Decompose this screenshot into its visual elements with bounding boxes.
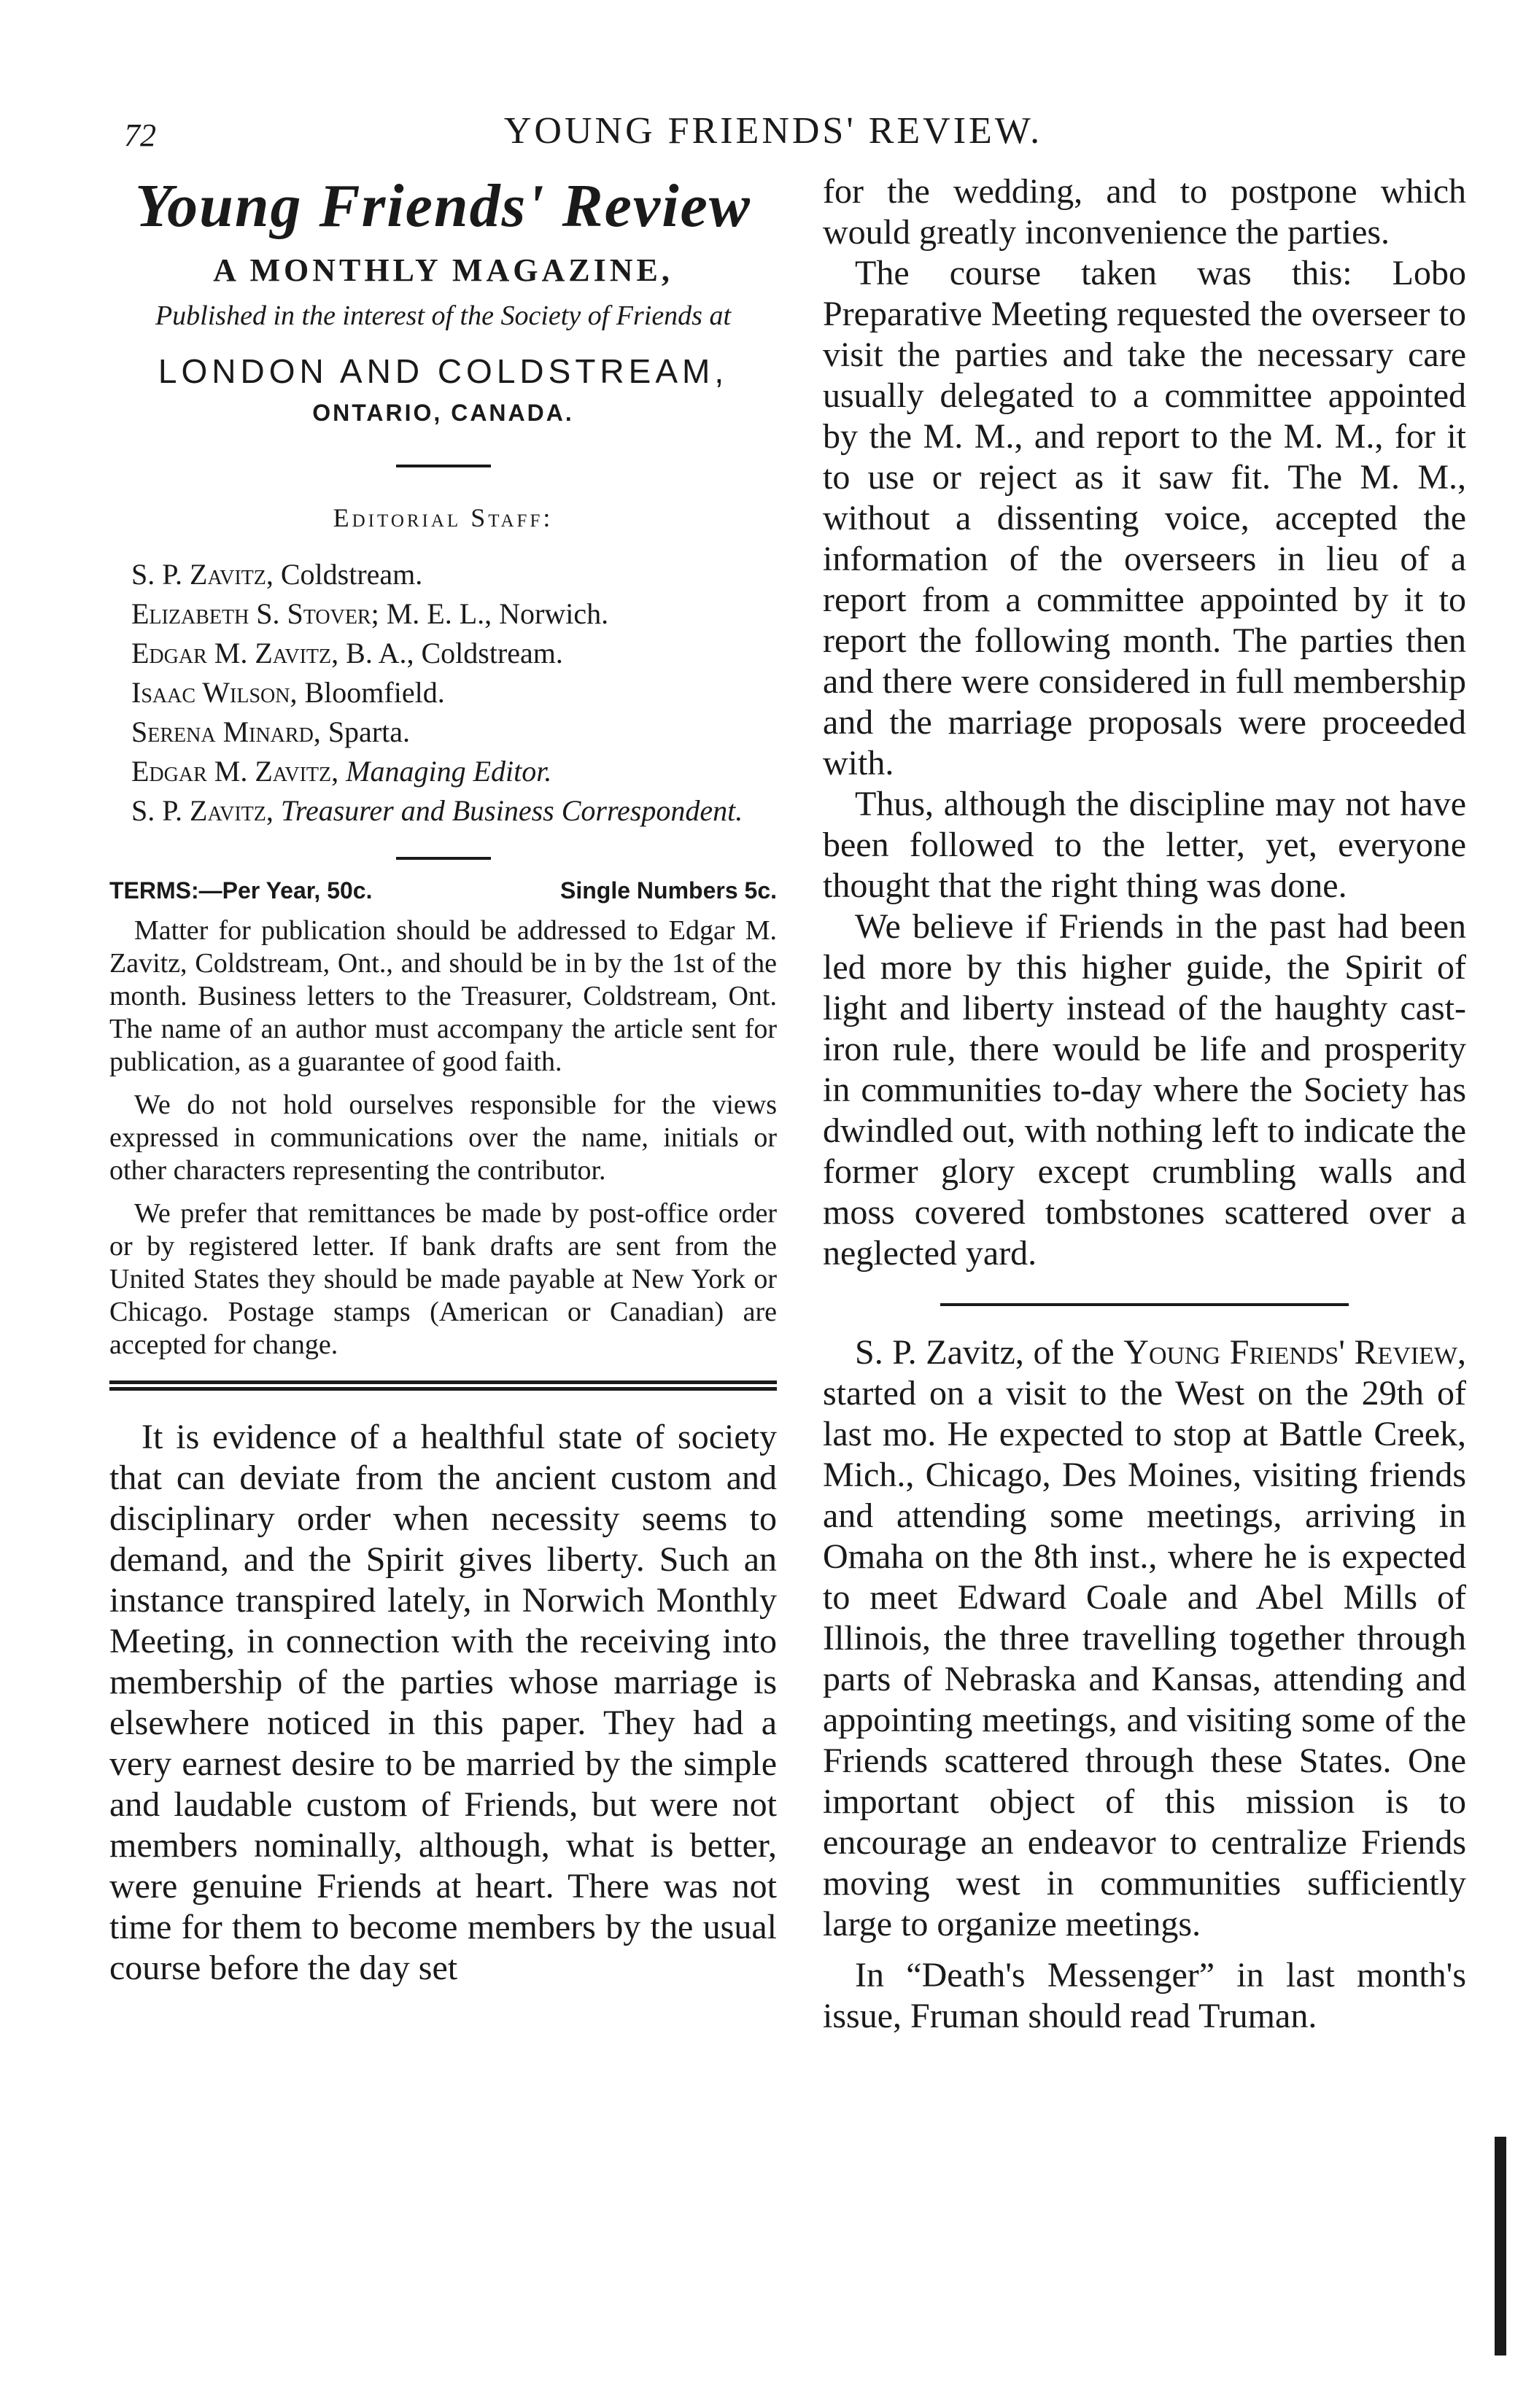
page-number: 72 [124,117,156,153]
left-column [109,171,777,1989]
page-header [109,109,1437,160]
running-title: YOUNG FRIENDS' REVIEW. [503,110,1043,152]
staff-member: Serena Minard, Sparta. [131,715,410,748]
staff-member: Isaac Wilson, Bloomfield. [131,676,445,709]
terms-single: Single Numbers 5c. [560,877,777,904]
magazine-subtitle: A MONTHLY MAGAZINE, [213,252,673,288]
article-paragraph: We believe if Friends in the past had been led more by this higher guide, the Spirit of light and liberty instead of the haughty cast-iron rule, there would be life and prosperity in communities to-day where the Society has dwindled out, with nothing left to indicate the former glory except crumbling walls and moss covered tombstones scattered over a neglected yard. [823,907,1466,1273]
masthead [109,171,777,467]
published-line: Published in the interest of the Society of Friends at [155,300,732,331]
province-line: ONTARIO, CANADA. [312,400,574,426]
magazine-title: Young Friends' Review [135,172,751,240]
staff-member: Elizabeth S. Stover; M. E. L., Norwich. [131,597,609,630]
terms-line [109,877,777,904]
notice-paragraph: Matter for publication should be addressed to Edgar M. Zavitz, Coldstream, Ont., and should be in by the 1st of the month. Business letters to the Treasurer, Coldstream, Ont. The name of an author must accompany the article sent for publication, as a guarantee of good faith. [109,915,777,1077]
article-paragraph: for the wedding, and to postpone which would greatly inconvenience the parties. [823,172,1466,252]
staff-member: S. P. Zavitz, Coldstream. [131,558,423,591]
divider [940,1303,1349,1306]
staff-heading: Editorial Staff: [333,503,554,532]
double-rule [109,1380,777,1391]
divider [396,857,491,860]
article-paragraph: Thus, although the discipline may not have been followed to the letter, yet, everyone thought that the right thing was done. [823,785,1466,905]
article-paragraph: The course taken was this: Lobo Preparative Meeting requested the overseer to visit the parties and take the necessary care usually delegated to a committee appointed by the M. M., and report to the M. M., for it to use or reject as it saw fit. The M. M., without a dissenting voice, accepted the information of the overseers in lieu of a report from a committee appointed by it to report the following month. The parties then and there were considered in full membership and the marriage proposals were proceeded with. [823,254,1466,782]
notice-paragraph: We do not hold ourselves responsible for the views expressed in communications over the name, initials or other characters representing the contributor. [109,1090,777,1186]
article-paragraph: It is evidence of a healthful state of society that can deviate from the ancient custom and disciplinary order when necessity seems to demand, and the Spirit gives liberty. Such an instance transpired lately, in Norwich Monthly Meeting, in connection with the receiving into membership of the parties whose marriage is elsewhere noticed in this paper. They had a very earnest desire to be married by the simple and laudable custom of Friends, but were not members nominally, although, what is better, were genuine Friends at heart. There was not time for them to become members by the usual course before the day set [109,1418,777,1987]
staff-member: Edgar M. Zavitz, Managing Editor. [131,755,552,788]
right-column [823,171,1466,2037]
staff-member: S. P. Zavitz, Treasurer and Business Correspondent. [131,794,743,827]
city-line: LONDON AND COLDSTREAM, [158,352,729,390]
divider [396,465,491,467]
page-edge-mark [1495,2137,1506,2355]
staff-list [109,555,777,831]
news-paragraph: In “Death's Messenger” in last month's issue, Fruman should read Truman. [823,1956,1466,2035]
notice-paragraph: We prefer that remittances be made by post-office order or by registered letter. If bank drafts are sent from the United States they should be made payable at New York or Chicago. Postage stamps (American or Canadian) are accepted for change. [109,1198,777,1360]
terms-per-year: TERMS:—Per Year, 50c. [109,877,373,904]
staff-member: Edgar M. Zavitz, B. A., Coldstream. [131,637,563,669]
news-paragraph: S. P. Zavitz, of the Young Friends' Review, started on a visit to the West on the 29th of last mo. He expected to stop at Battle Creek, Mich., Chicago, Des Moines, visiting friends and attending some meetings, arriving in Omaha on the 8th inst., where he is expected to meet Edward Coale and Abel Mills of Illinois, the three travelling together through parts of Nebraska and Kansas, attending and appointing meetings, and visiting some of the Friends scattered through these States. One important object of this mission is to encourage an endeavor to centralize Friends moving west in communities sufficiently large to organize meetings. [823,1333,1467,1943]
